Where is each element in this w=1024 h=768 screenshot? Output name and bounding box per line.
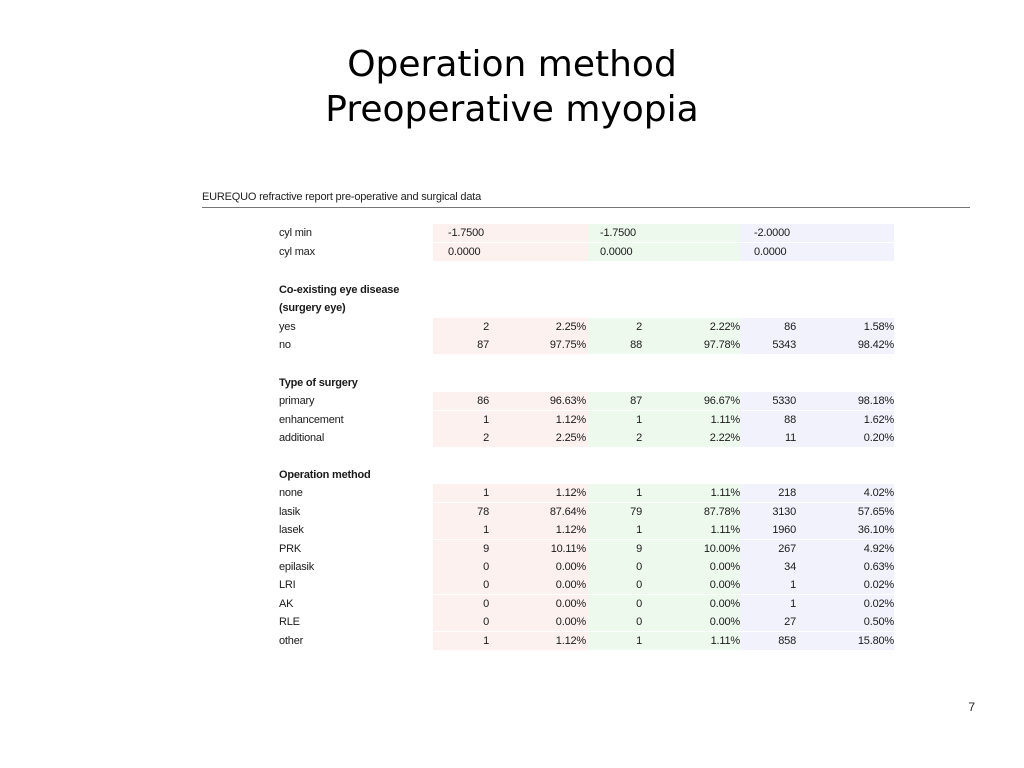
group-c-percent: 98.18% — [857, 395, 894, 408]
row-label: RLE — [279, 616, 300, 629]
page-number: 7 — [968, 700, 975, 714]
group-a-percent: 0.00% — [555, 597, 586, 610]
section-heading — [276, 374, 896, 392]
group-a-percent: 1.12% — [555, 524, 586, 537]
group-a-percent: 0.00% — [555, 561, 586, 573]
group-a-percent: 87.64% — [549, 505, 586, 518]
group-a-percent: 0.00% — [555, 579, 586, 592]
row-label: epilasik — [279, 561, 315, 573]
group-b-count: 0 — [636, 616, 642, 629]
group-c-count: 1960 — [772, 524, 796, 537]
group-b-count: 2 — [636, 320, 642, 333]
group-c-percent: 1.58% — [863, 320, 894, 333]
group-c-count: 218 — [778, 487, 796, 500]
row-label: cyl max — [279, 246, 315, 258]
group-c-percent: 0.20% — [863, 432, 894, 445]
section-heading — [276, 281, 896, 299]
group-c-percent: 57.65% — [857, 505, 894, 518]
group-b-percent: 87.78% — [703, 505, 740, 518]
group-a-percent: 1.12% — [555, 487, 586, 500]
section-heading-text: Co-existing eye disease — [279, 284, 400, 296]
report-header — [202, 190, 970, 208]
row-label: lasek — [279, 524, 304, 537]
group-c-count: 5343 — [772, 339, 796, 352]
group-b-count: 88 — [630, 339, 642, 352]
group-b-percent: 0.00% — [709, 597, 740, 610]
group-c-percent: 0.50% — [863, 616, 894, 629]
group-c-percent: 36.10% — [857, 524, 894, 537]
group-a-count: 1 — [483, 524, 489, 537]
group-a-count: 78 — [477, 505, 489, 518]
group-b-percent: 1.11% — [710, 413, 740, 426]
row-label: PRK — [279, 542, 302, 555]
table-row — [276, 503, 896, 521]
group-c-count: 1 — [790, 597, 796, 610]
group-a-count: 2 — [483, 320, 489, 333]
group-a-count: 2 — [483, 432, 489, 445]
group-c-percent: 98.42% — [857, 339, 894, 352]
group-c-count: 1 — [790, 579, 796, 592]
group-a-percent: 96.63% — [549, 395, 586, 408]
group-b-count: 1 — [636, 413, 642, 426]
table-row-cyl-max — [276, 243, 896, 261]
group-b-count: 1 — [636, 524, 642, 537]
group-a-count: 1 — [483, 487, 489, 500]
group-b-percent: 1.11% — [710, 524, 740, 537]
section-heading-text: (surgery eye) — [279, 302, 346, 315]
cyl-min-group-a: -1.7500 — [448, 227, 484, 239]
group-c-percent: 0.02% — [863, 579, 894, 592]
group-a-percent: 0.00% — [555, 616, 586, 629]
group-a-count: 9 — [483, 542, 489, 555]
group-c-count: 88 — [784, 413, 796, 426]
group-a-percent: 1.12% — [555, 413, 586, 426]
row-label: cyl min — [279, 227, 312, 239]
table-row — [276, 392, 896, 410]
group-b-percent: 1.11% — [710, 634, 740, 647]
section-heading — [276, 466, 896, 484]
group-b-percent: 97.78% — [703, 339, 740, 352]
table-row — [276, 318, 896, 336]
report-title: EUREQUO refractive report pre-operative and surgical data — [202, 191, 482, 203]
cyl-max-group-c: 0.0000 — [754, 246, 787, 258]
group-c-count: 34 — [784, 561, 796, 573]
group-b-count: 1 — [636, 487, 642, 500]
group-a-count: 1 — [483, 413, 489, 426]
group-b-count: 79 — [630, 505, 642, 518]
group-c-percent: 0.63% — [863, 561, 894, 573]
group-c-count: 858 — [778, 634, 796, 647]
group-b-count: 1 — [636, 634, 642, 647]
group-b-count: 0 — [636, 561, 642, 573]
table-row — [276, 558, 896, 576]
group-b-percent: 0.00% — [709, 579, 740, 592]
group-a-count: 0 — [483, 597, 489, 610]
slide-title-line-2: Preoperative myopia — [325, 89, 699, 130]
section-heading-text: Type of surgery — [279, 377, 358, 389]
group-a-percent: 97.75% — [549, 339, 586, 352]
cyl-max-group-a: 0.0000 — [448, 246, 481, 258]
cyl-min-group-b: -1.7500 — [600, 227, 636, 239]
table-row — [276, 595, 896, 613]
row-label: no — [279, 339, 291, 352]
group-b-count: 9 — [636, 542, 642, 555]
group-b-percent: 0.00% — [709, 561, 740, 573]
table-row — [276, 576, 896, 594]
group-b-count: 0 — [636, 579, 642, 592]
group-b-percent: 2.22% — [709, 320, 740, 333]
table-row — [276, 429, 896, 447]
group-b-count: 87 — [630, 395, 642, 408]
group-c-count: 11 — [784, 432, 796, 445]
group-a-count: 86 — [477, 395, 489, 408]
table-row — [276, 540, 896, 558]
row-label: additional — [279, 432, 325, 445]
group-c-count: 5330 — [772, 395, 796, 408]
slide-title-line-1: Operation method — [347, 44, 677, 85]
row-label: lasik — [279, 505, 301, 518]
cyl-min-group-c: -2.0000 — [754, 227, 790, 239]
group-b-percent: 0.00% — [709, 616, 740, 629]
group-a-percent: 10.11% — [550, 542, 586, 555]
table-row-cyl-min — [276, 224, 896, 242]
table-row — [276, 336, 896, 354]
group-a-percent: 2.25% — [555, 320, 586, 333]
row-label: enhancement — [279, 413, 344, 426]
group-c-count: 267 — [778, 542, 796, 555]
group-b-count: 0 — [636, 597, 642, 610]
group-c-count: 86 — [784, 320, 796, 333]
group-a-count: 0 — [483, 579, 489, 592]
cyl-max-group-b: 0.0000 — [600, 246, 633, 258]
group-b-count: 2 — [636, 432, 642, 445]
group-b-percent: 96.67% — [703, 395, 740, 408]
row-label: primary — [279, 395, 315, 408]
section-heading — [276, 299, 896, 317]
table-row — [276, 411, 896, 429]
group-a-percent: 2.25% — [555, 432, 586, 445]
group-b-percent: 1.11% — [710, 487, 740, 500]
row-label: yes — [279, 320, 296, 333]
group-c-count: 27 — [784, 616, 796, 629]
group-a-count: 87 — [477, 339, 489, 352]
row-label: none — [279, 487, 303, 500]
group-a-count: 1 — [483, 634, 489, 647]
table-row — [276, 484, 896, 502]
row-label: other — [279, 634, 304, 647]
group-a-count: 0 — [483, 561, 489, 573]
group-c-percent: 15.80% — [857, 634, 894, 647]
table-row — [276, 632, 896, 650]
group-a-percent: 1.12% — [555, 634, 586, 647]
row-label: LRI — [279, 579, 296, 592]
slide-title — [0, 42, 1024, 132]
group-c-percent: 0.02% — [863, 597, 894, 610]
table-row — [276, 521, 896, 539]
group-a-count: 0 — [483, 616, 489, 629]
table-row — [276, 613, 896, 631]
group-c-percent: 4.02% — [863, 487, 894, 500]
row-label: AK — [279, 597, 294, 610]
group-b-percent: 10.00% — [703, 542, 740, 555]
group-c-percent: 1.62% — [863, 413, 894, 426]
group-c-percent: 4.92% — [863, 542, 894, 555]
section-heading-text: Operation method — [279, 469, 371, 481]
group-b-percent: 2.22% — [709, 432, 740, 445]
group-c-count: 3130 — [772, 505, 796, 518]
